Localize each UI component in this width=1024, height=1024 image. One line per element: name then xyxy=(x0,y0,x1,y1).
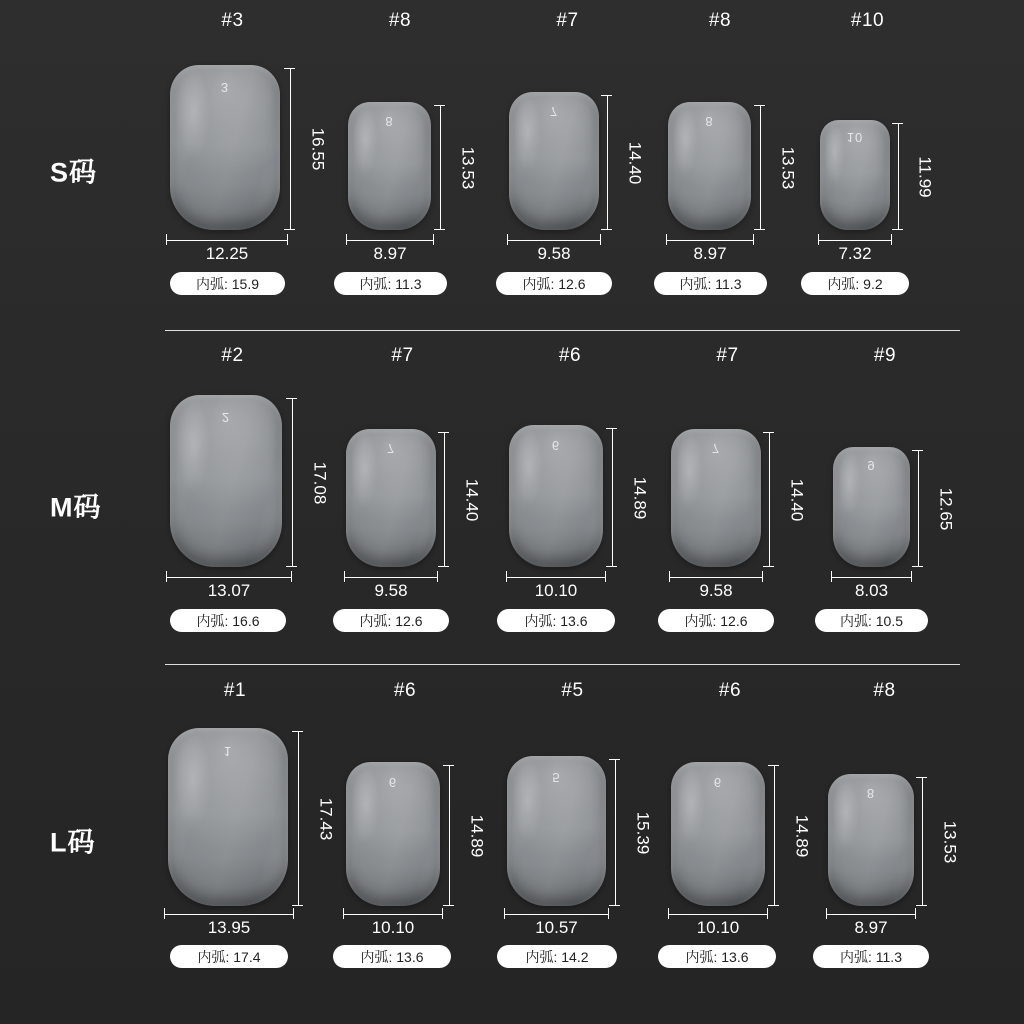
inner-arc-pill: 内弧: 14.2 xyxy=(497,945,617,968)
inner-arc-pill: 内弧: 13.6 xyxy=(658,945,776,968)
nail-shape xyxy=(346,762,440,906)
height-value: 13.53 xyxy=(778,146,798,189)
height-value: 14.40 xyxy=(625,141,645,184)
row-divider xyxy=(165,664,960,665)
height-measure xyxy=(296,731,336,906)
size-row-s xyxy=(0,10,1024,330)
nail-stamp: 9 xyxy=(867,457,876,473)
nail-shape xyxy=(170,395,282,567)
width-value: 9.58 xyxy=(699,581,733,600)
width-measure xyxy=(343,912,443,937)
inner-arc-pill: 内弧: 12.6 xyxy=(658,609,774,632)
height-measure xyxy=(920,777,960,906)
inner-arc-pill: 内弧: 10.5 xyxy=(815,609,928,632)
nail-stamp: 7 xyxy=(386,441,396,457)
height-measure xyxy=(613,759,653,906)
nail-cell[interactable] xyxy=(812,680,960,1000)
row-label-m: M码 xyxy=(50,492,102,523)
height-value: 16.55 xyxy=(308,127,328,171)
height-value: 14.89 xyxy=(630,476,650,519)
height-value: 12.65 xyxy=(936,487,956,530)
width-measure xyxy=(506,575,606,600)
width-value: 10.57 xyxy=(535,918,578,937)
nail-number: #6 xyxy=(718,680,742,701)
width-value: 10.10 xyxy=(696,918,740,937)
nail-shape xyxy=(671,429,761,567)
nail-shape xyxy=(668,102,751,230)
width-measure xyxy=(166,575,292,600)
nail-stamp: 1 xyxy=(223,744,233,760)
width-value: 8.97 xyxy=(693,244,727,263)
height-measure xyxy=(442,432,482,567)
nail-stamp: 10 xyxy=(846,129,864,145)
width-measure xyxy=(666,238,754,263)
nail-shape xyxy=(168,728,288,906)
inner-arc-pill: 内弧: 13.6 xyxy=(333,945,451,968)
height-measure xyxy=(758,105,798,230)
width-value: 7.32 xyxy=(838,244,872,263)
height-value: 14.89 xyxy=(467,814,487,857)
width-measure xyxy=(818,238,892,263)
nail-cell[interactable] xyxy=(650,10,798,330)
width-value: 12.25 xyxy=(205,244,249,263)
inner-arc-pill: 内弧: 12.6 xyxy=(333,609,449,632)
nail-cell[interactable] xyxy=(330,10,478,330)
nail-cell[interactable] xyxy=(655,680,812,1000)
nail-number: #8 xyxy=(708,10,732,31)
width-value: 10.10 xyxy=(371,918,415,937)
nail-number: #3 xyxy=(221,10,244,31)
nail-cell[interactable] xyxy=(150,680,336,1000)
inner-arc-pill: 内弧: 11.3 xyxy=(334,272,447,295)
height-value: 15.39 xyxy=(633,811,653,854)
height-measure xyxy=(447,765,487,906)
width-value: 8.03 xyxy=(854,581,889,600)
nail-shape xyxy=(509,92,599,230)
nail-number: #7 xyxy=(556,10,579,31)
nail-cell[interactable] xyxy=(495,10,645,330)
height-measure xyxy=(605,95,645,230)
height-value: 13.53 xyxy=(940,820,960,863)
width-measure xyxy=(346,238,434,263)
height-measure xyxy=(896,123,935,230)
nail-stamp: 6 xyxy=(713,774,723,790)
height-value: 13.53 xyxy=(458,146,478,189)
height-measure xyxy=(767,432,807,567)
nail-stamp: 7 xyxy=(711,441,721,457)
nail-number: #10 xyxy=(850,10,885,31)
nail-shape xyxy=(348,102,431,230)
nail-cell[interactable] xyxy=(330,680,487,1000)
nail-number: #9 xyxy=(873,345,897,366)
inner-arc-pill: 内弧: 11.3 xyxy=(654,272,767,295)
nail-shape xyxy=(820,120,890,230)
height-value: 14.40 xyxy=(787,478,807,521)
row-label-l: L码 xyxy=(50,827,96,858)
height-measure xyxy=(610,428,650,567)
nail-cell[interactable] xyxy=(655,345,807,665)
width-measure xyxy=(668,912,768,937)
inner-arc-pill: 内弧: 13.6 xyxy=(497,609,615,632)
nail-cell[interactable] xyxy=(495,680,653,1000)
nail-shape xyxy=(507,756,606,906)
height-measure xyxy=(288,68,328,230)
nail-number: #8 xyxy=(388,10,412,31)
nail-stamp: 2 xyxy=(221,410,231,426)
width-measure xyxy=(504,912,609,937)
size-row-l xyxy=(0,680,1024,1000)
width-measure xyxy=(344,575,438,600)
nail-stamp: 6 xyxy=(551,437,561,453)
size-row-m xyxy=(0,345,1024,665)
nail-cell[interactable] xyxy=(815,345,955,665)
inner-arc-pill: 内弧: 17.4 xyxy=(170,945,288,968)
nail-cell[interactable] xyxy=(800,10,935,330)
width-measure xyxy=(826,912,916,937)
nail-number: #1 xyxy=(223,680,247,701)
width-value: 10.10 xyxy=(534,581,578,600)
nail-number: #7 xyxy=(716,345,739,366)
width-measure xyxy=(166,238,288,263)
nail-stamp: 8 xyxy=(385,113,394,129)
width-measure xyxy=(831,575,912,600)
nail-shape xyxy=(170,65,280,230)
nail-cell[interactable] xyxy=(150,345,330,665)
height-value: 14.89 xyxy=(792,814,812,857)
height-value: 11.99 xyxy=(915,155,935,198)
nail-number: #6 xyxy=(558,345,582,366)
nail-stamp: 8 xyxy=(705,113,714,129)
width-value: 8.97 xyxy=(854,918,888,937)
height-value: 14.40 xyxy=(462,478,482,521)
nail-shape xyxy=(671,762,765,906)
nail-cell[interactable] xyxy=(330,345,482,665)
nail-number: #8 xyxy=(873,680,896,701)
nail-shape xyxy=(346,429,436,567)
nail-shape xyxy=(828,774,914,906)
nail-stamp: 5 xyxy=(552,769,561,785)
width-measure xyxy=(507,238,601,263)
height-measure xyxy=(290,398,330,567)
width-value: 9.58 xyxy=(374,581,408,600)
width-value: 8.97 xyxy=(373,244,407,263)
nail-number: #6 xyxy=(393,680,417,701)
nail-stamp: 7 xyxy=(549,104,559,120)
height-measure xyxy=(438,105,478,230)
nail-number: #7 xyxy=(391,345,414,366)
nail-stamp: 3 xyxy=(220,79,230,95)
nail-cell[interactable] xyxy=(495,345,650,665)
nail-cell[interactable] xyxy=(150,10,328,330)
height-measure xyxy=(916,450,956,567)
width-measure xyxy=(164,912,294,937)
nail-shape xyxy=(833,447,910,567)
height-measure xyxy=(772,765,812,906)
row-label-s: S码 xyxy=(50,157,98,188)
nail-number: #5 xyxy=(561,680,584,701)
width-measure xyxy=(669,575,763,600)
width-value: 13.95 xyxy=(207,918,251,937)
height-value: 17.08 xyxy=(310,461,330,504)
inner-arc-pill: 内弧: 9.2 xyxy=(801,272,909,295)
nail-shape xyxy=(509,425,603,567)
row-divider xyxy=(165,330,960,331)
width-value: 9.58 xyxy=(537,244,571,263)
inner-arc-pill: 内弧: 11.3 xyxy=(813,945,929,968)
inner-arc-pill: 内弧: 12.6 xyxy=(496,272,612,295)
nail-stamp: 6 xyxy=(388,774,398,790)
height-value: 17.43 xyxy=(316,797,336,840)
nail-number: #2 xyxy=(221,345,244,366)
inner-arc-pill: 内弧: 16.6 xyxy=(170,609,286,632)
inner-arc-pill: 内弧: 15.9 xyxy=(170,272,285,295)
width-value: 13.07 xyxy=(207,581,251,600)
nail-stamp: 8 xyxy=(866,785,876,801)
